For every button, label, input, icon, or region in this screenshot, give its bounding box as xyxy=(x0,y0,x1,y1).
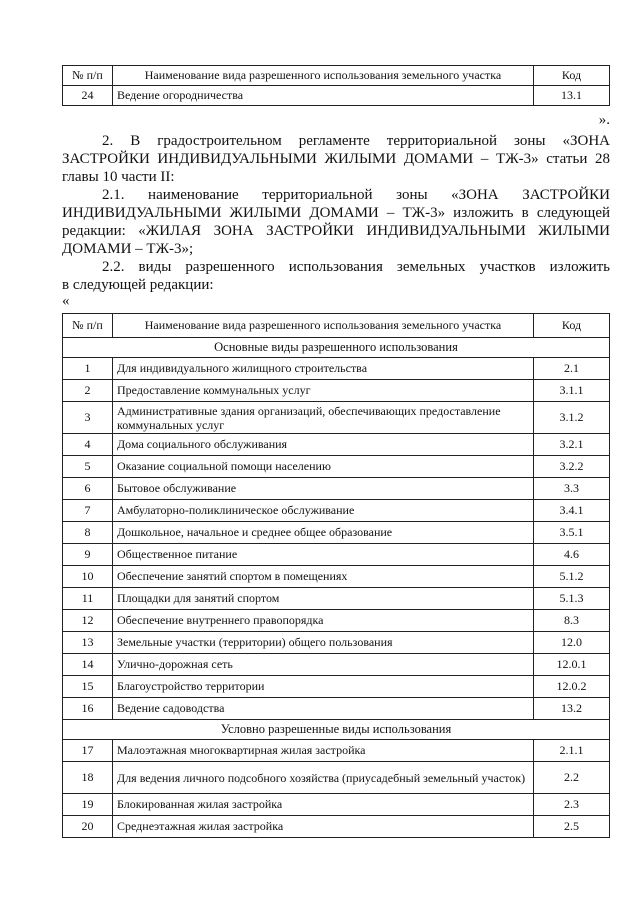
row-name: Площадки для занятий спортом xyxy=(113,588,534,610)
row-name: Дошкольное, начальное и среднее общее образование xyxy=(113,522,534,544)
row-code: 3.5.1 xyxy=(534,522,610,544)
row-code: 5.1.2 xyxy=(534,566,610,588)
row-name: Административные здания организаций, обеспечивающих предоставление коммунальных услуг xyxy=(113,402,534,434)
row-code: 3.1.1 xyxy=(534,380,610,402)
row-name: Для ведения личного подсобного хозяйства (приусадебный земельный участок) xyxy=(113,762,534,794)
row-code: 3.4.1 xyxy=(534,500,610,522)
row-number: 1 xyxy=(63,358,113,380)
table-row xyxy=(63,522,610,544)
row-name: Благоустройство территории xyxy=(113,676,534,698)
table-row xyxy=(63,380,610,402)
land-use-table xyxy=(62,313,610,838)
row-code: 12.0.1 xyxy=(534,654,610,676)
section-title: Условно разрешенные виды использования xyxy=(63,720,610,740)
header-number: № п/п xyxy=(63,314,113,338)
row-code: 12.0 xyxy=(534,632,610,654)
section-heading-conditional xyxy=(63,720,610,740)
row-name: Блокированная жилая застройка xyxy=(113,794,534,816)
header-code: Код xyxy=(534,66,610,86)
row-number: 11 xyxy=(63,588,113,610)
row-name: Дома социального обслуживания xyxy=(113,434,534,456)
row-number: 3 xyxy=(63,402,113,434)
paragraph-2-line-3: главы 10 части II: xyxy=(62,169,175,185)
header-name: Наименование вида разрешенного использования земельного участка xyxy=(113,66,534,86)
paragraph-2-1-line-2: ИНДИВИДУАЛЬНЫМИ ЖИЛЫМИ ДОМАМИ – ТЖ-3» изложить в следующей xyxy=(62,205,610,221)
row-code: 3.1.2 xyxy=(534,402,610,434)
paragraph-2-1-line-3: редакции: «ЖИЛАЯ ЗОНА ЗАСТРОЙКИ ИНДИВИДУАЛЬНЫМИ ЖИЛЫМИ xyxy=(62,223,610,239)
row-number: 20 xyxy=(63,816,113,838)
table-row xyxy=(63,676,610,698)
row-name: Среднеэтажная жилая застройка xyxy=(113,816,534,838)
table-row xyxy=(63,500,610,522)
row-name: Оказание социальной помощи населению xyxy=(113,456,534,478)
row-code: 2.1.1 xyxy=(534,740,610,762)
table-row xyxy=(63,588,610,610)
row-number: 4 xyxy=(63,434,113,456)
paragraph-2-2-line-2: в следующей редакции: xyxy=(62,277,214,293)
row-number: 16 xyxy=(63,698,113,720)
row-code: 2.1 xyxy=(534,358,610,380)
row-number: 2 xyxy=(63,380,113,402)
row-name: Предоставление коммунальных услуг xyxy=(113,380,534,402)
table-row xyxy=(63,456,610,478)
closing-quote: ». xyxy=(598,112,610,128)
table-row xyxy=(63,566,610,588)
table-row xyxy=(63,478,610,500)
row-number: 24 xyxy=(63,86,113,106)
table-row xyxy=(63,544,610,566)
row-code: 2.2 xyxy=(534,762,610,794)
header-name: Наименование вида разрешенного использования земельного участка xyxy=(113,314,534,338)
row-number: 9 xyxy=(63,544,113,566)
paragraph-2-line-1: 2. В градостроительном регламенте территориальной зоны «ЗОНА xyxy=(102,133,610,149)
table-row xyxy=(63,610,610,632)
table-row xyxy=(63,816,610,838)
row-code: 2.3 xyxy=(534,794,610,816)
paragraph-2-1-line-1: 2.1. наименование территориальной зоны «ЗОНА ЗАСТРОЙКИ xyxy=(102,187,610,203)
row-number: 10 xyxy=(63,566,113,588)
table-header-row xyxy=(63,66,610,86)
header-number: № п/п xyxy=(63,66,113,86)
row-number: 15 xyxy=(63,676,113,698)
row-code: 13.2 xyxy=(534,698,610,720)
row-code: 3.2.1 xyxy=(534,434,610,456)
row-name: Для индивидуального жилищного строительства xyxy=(113,358,534,380)
header-code: Код xyxy=(534,314,610,338)
row-number: 5 xyxy=(63,456,113,478)
paragraph-2-2-line-1: 2.2. виды разрешенного использования земельных участков изложить xyxy=(102,259,610,275)
row-number: 17 xyxy=(63,740,113,762)
row-number: 18 xyxy=(63,762,113,794)
paragraph-2-1-line-4: ДОМАМИ – ТЖ-3»; xyxy=(62,241,194,257)
row-name: Бытовое обслуживание xyxy=(113,478,534,500)
table-row xyxy=(63,632,610,654)
row-code: 8.3 xyxy=(534,610,610,632)
table-row xyxy=(63,402,610,434)
row-code: 5.1.3 xyxy=(534,588,610,610)
table-row xyxy=(63,358,610,380)
table-continuation xyxy=(62,65,610,106)
row-code: 3.2.2 xyxy=(534,456,610,478)
row-name: Улично-дорожная сеть xyxy=(113,654,534,676)
table-row xyxy=(63,740,610,762)
row-number: 14 xyxy=(63,654,113,676)
row-number: 8 xyxy=(63,522,113,544)
row-number: 7 xyxy=(63,500,113,522)
row-number: 12 xyxy=(63,610,113,632)
row-name: Земельные участки (территории) общего пользования xyxy=(113,632,534,654)
row-number: 19 xyxy=(63,794,113,816)
row-name: Малоэтажная многоквартирная жилая застройка xyxy=(113,740,534,762)
row-name: Обеспечение занятий спортом в помещениях xyxy=(113,566,534,588)
table-header-row xyxy=(63,314,610,338)
row-name: Ведение садоводства xyxy=(113,698,534,720)
table-row xyxy=(63,654,610,676)
paragraph-2-line-2: ЗАСТРОЙКИ ИНДИВИДУАЛЬНЫМИ ЖИЛЫМИ ДОМАМИ – ТЖ-3» статьи 28 xyxy=(62,151,610,167)
row-code: 13.1 xyxy=(534,86,610,106)
row-name: Амбулаторно-поликлиническое обслуживание xyxy=(113,500,534,522)
row-name: Обеспечение внутреннего правопорядка xyxy=(113,610,534,632)
table-row xyxy=(63,762,610,794)
row-code: 12.0.2 xyxy=(534,676,610,698)
row-name: Общественное питание xyxy=(113,544,534,566)
row-code: 4.6 xyxy=(534,544,610,566)
table-row xyxy=(63,698,610,720)
row-code: 3.3 xyxy=(534,478,610,500)
row-code: 2.5 xyxy=(534,816,610,838)
row-number: 6 xyxy=(63,478,113,500)
table-row xyxy=(63,86,610,106)
row-number: 13 xyxy=(63,632,113,654)
table-row xyxy=(63,794,610,816)
section-heading-main xyxy=(63,338,610,358)
opening-quote: « xyxy=(62,293,70,309)
section-title: Основные виды разрешенного использования xyxy=(63,338,610,358)
row-name: Ведение огородничества xyxy=(113,86,534,106)
table-row xyxy=(63,434,610,456)
